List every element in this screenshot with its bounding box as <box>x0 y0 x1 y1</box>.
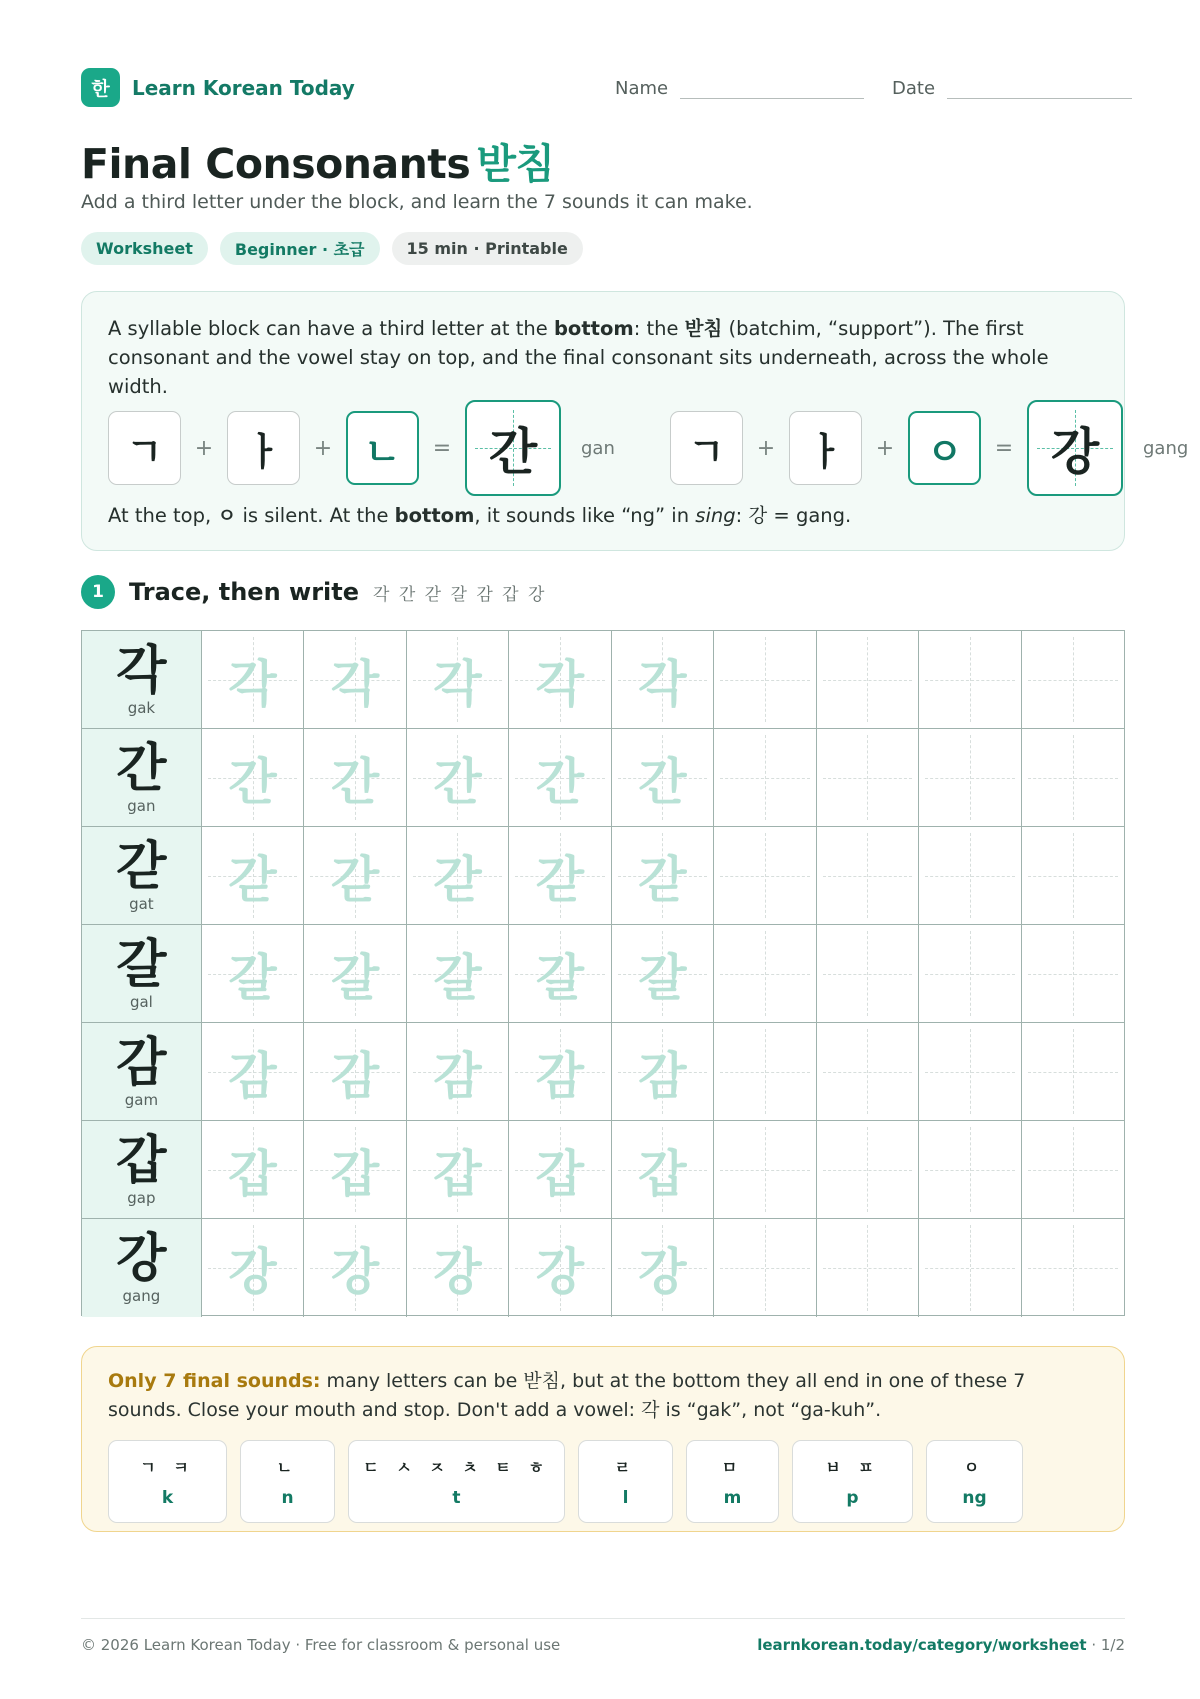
final-sounds-list <box>108 1440 1023 1523</box>
final-sounds-text <box>108 1367 1098 1425</box>
final-sound-letters: ㄱ ㅋ <box>140 1458 195 1477</box>
trace-cell[interactable] <box>202 1023 304 1120</box>
intro-note <box>108 500 851 528</box>
final-sound-value: k <box>161 1488 174 1508</box>
final-sound-letters: ㅂ ㅍ <box>825 1458 880 1477</box>
trace-cell[interactable] <box>407 631 509 728</box>
write-cell[interactable] <box>1022 631 1124 728</box>
eq2-result: 강 <box>1050 423 1100 481</box>
final-sounds-body: many letters can be 받침, but at the bottom they all end in one of these 7 sounds. Close your mouth and stop. Don't add a vowel: 각 is “gak”, not “ga-kuh”. <box>108 1370 1026 1421</box>
model-romanization: gang <box>122 1287 161 1305</box>
write-cell[interactable] <box>1022 1219 1124 1317</box>
trace-cell[interactable] <box>612 1219 714 1317</box>
trace-cell[interactable] <box>509 1121 611 1218</box>
model-romanization: gam <box>124 1090 159 1109</box>
trace-cell[interactable] <box>612 1023 714 1120</box>
write-cell[interactable] <box>714 631 816 728</box>
trace-cell[interactable] <box>304 729 406 826</box>
final-sounds-card <box>81 1346 1125 1532</box>
footer-link[interactable]: learnkorean.today/category/worksheet <box>757 1636 1087 1654</box>
row-model-cell <box>82 729 202 826</box>
eq1-result-block <box>465 400 561 496</box>
intro-text-3: (batchim, “support”). The first consonant and the vowel stay on top, and the final consonant sits underneath, across the whole width. <box>108 317 1049 398</box>
eq1-part-final: ㄴ <box>346 411 419 485</box>
trace-syllable: 갈 <box>535 948 585 1007</box>
trace-cell[interactable] <box>407 1023 509 1120</box>
write-cell[interactable] <box>714 1023 816 1120</box>
final-sound-box <box>792 1440 913 1523</box>
trace-cell[interactable] <box>509 729 611 826</box>
page-subtitle: Add a third letter under the block, and learn the 7 sounds it can make. <box>81 191 753 213</box>
trace-cell[interactable] <box>509 1219 611 1317</box>
trace-syllable: 각 <box>638 654 687 713</box>
trace-cell[interactable] <box>304 925 406 1022</box>
trace-syllable: 갈 <box>330 948 380 1007</box>
model-syllable: 갇 <box>116 836 167 897</box>
write-cell[interactable] <box>919 925 1021 1022</box>
final-sounds-lead: Only 7 final sounds: <box>108 1370 321 1392</box>
note-text-c: is silent. At the <box>236 504 395 527</box>
section-number-badge: 1 <box>81 575 115 609</box>
model-syllable: 간 <box>116 738 167 799</box>
trace-cell[interactable] <box>304 827 406 924</box>
grid-row <box>82 925 1124 1023</box>
grid-row <box>82 1023 1124 1121</box>
model-syllable: 각 <box>116 640 167 701</box>
write-cell[interactable] <box>1022 729 1124 826</box>
write-cell[interactable] <box>817 631 919 728</box>
trace-cell[interactable] <box>509 925 611 1022</box>
trace-cell[interactable] <box>509 631 611 728</box>
trace-cell[interactable] <box>509 1023 611 1120</box>
write-cell[interactable] <box>919 827 1021 924</box>
eq2-part-final: ㅇ <box>908 411 981 485</box>
trace-syllable: 강 <box>535 1243 585 1301</box>
final-sound-box <box>348 1440 565 1523</box>
final-sound-value: m <box>723 1488 742 1508</box>
model-romanization: gak <box>127 698 156 717</box>
plus-sign: + <box>313 435 333 461</box>
trace-cell[interactable] <box>407 1219 509 1317</box>
note-text-e: : 강 = gang. <box>735 504 852 527</box>
trace-syllable: 각 <box>535 654 585 713</box>
write-cell[interactable] <box>1022 925 1124 1022</box>
eq2-result-block <box>1027 400 1123 496</box>
note-letter: ㅇ <box>217 504 237 527</box>
title-korean: 받침 <box>476 140 555 188</box>
grid-row <box>82 1121 1124 1219</box>
final-sound-letters: ㅁ <box>721 1458 744 1477</box>
eq1-part-initial: ㄱ <box>108 411 181 485</box>
trace-cell[interactable] <box>202 631 304 728</box>
trace-syllable: 강 <box>638 1243 687 1301</box>
trace-cell[interactable] <box>509 827 611 924</box>
final-sound-box <box>926 1440 1023 1523</box>
trace-cell[interactable] <box>612 729 714 826</box>
brand <box>81 68 355 107</box>
plus-sign: + <box>194 435 214 461</box>
final-sound-letters: ㄹ <box>614 1458 637 1477</box>
trace-cell[interactable] <box>612 631 714 728</box>
trace-syllable: 강 <box>330 1243 380 1301</box>
trace-syllable: 갈 <box>638 948 687 1007</box>
grid-row <box>82 729 1124 827</box>
trace-syllable: 갈 <box>433 948 482 1007</box>
trace-cell[interactable] <box>304 1219 406 1317</box>
trace-syllable: 감 <box>638 1046 687 1105</box>
final-sound-letters: ㄷ ㅅ ㅈ ㅊ ㅌ ㅎ <box>363 1458 550 1477</box>
trace-cell[interactable] <box>202 729 304 826</box>
write-cell[interactable] <box>714 729 816 826</box>
example-equation-1 <box>108 400 615 496</box>
trace-syllable: 갇 <box>433 850 482 909</box>
tracing-grid <box>81 630 1125 1316</box>
final-sound-box <box>686 1440 779 1523</box>
trace-syllable: 갇 <box>228 850 277 909</box>
grid-row <box>82 1219 1124 1317</box>
model-romanization: gal <box>129 992 153 1011</box>
trace-syllable: 간 <box>433 752 482 811</box>
write-cell[interactable] <box>817 925 919 1022</box>
trace-cell[interactable] <box>612 827 714 924</box>
date-label: Date <box>892 78 936 99</box>
final-sound-box <box>108 1440 227 1523</box>
trace-syllable: 감 <box>535 1046 585 1105</box>
trace-syllable: 갑 <box>330 1144 380 1203</box>
row-model-cell <box>82 1121 202 1218</box>
write-cell[interactable] <box>1022 1121 1124 1218</box>
section-1-heading <box>81 575 546 609</box>
final-sound-box <box>578 1440 673 1523</box>
trace-cell[interactable] <box>612 925 714 1022</box>
write-cell[interactable] <box>714 925 816 1022</box>
equals-sign: = <box>432 435 452 461</box>
brand-logo-icon: 한 <box>81 68 120 107</box>
tag-pills <box>81 232 583 265</box>
final-sound-letters: ㅇ <box>963 1458 986 1477</box>
section-subtitle: 각 간 갇 갈 감 갑 강 <box>373 584 547 605</box>
trace-syllable: 갇 <box>535 850 585 909</box>
trace-cell[interactable] <box>202 925 304 1022</box>
trace-syllable: 감 <box>330 1046 380 1105</box>
final-sound-value: n <box>281 1488 294 1508</box>
trace-cell[interactable] <box>304 631 406 728</box>
intro-bold-1: bottom <box>553 317 634 340</box>
row-model-cell <box>82 1219 202 1317</box>
row-model-cell <box>82 925 202 1022</box>
trace-syllable: 갑 <box>228 1144 277 1203</box>
write-cell[interactable] <box>919 729 1021 826</box>
footer-page: · 1/2 <box>1086 1636 1125 1654</box>
trace-syllable: 간 <box>638 752 687 811</box>
equals-sign: = <box>994 435 1014 461</box>
trace-cell[interactable] <box>202 1121 304 1218</box>
trace-cell[interactable] <box>407 1121 509 1218</box>
brand-name: Learn Korean Today <box>132 75 355 100</box>
trace-cell[interactable] <box>304 1023 406 1120</box>
intro-card <box>81 291 1189 551</box>
eq2-part-initial: ㄱ <box>670 411 743 485</box>
example-equation-2 <box>670 400 1188 496</box>
trace-cell[interactable] <box>202 827 304 924</box>
name-label: Name <box>615 78 669 99</box>
trace-syllable: 강 <box>228 1243 277 1301</box>
trace-cell[interactable] <box>407 729 509 826</box>
note-bold: bottom <box>394 504 475 527</box>
model-syllable: 감 <box>116 1032 167 1093</box>
trace-cell[interactable] <box>202 1219 304 1317</box>
write-cell[interactable] <box>1022 1023 1124 1120</box>
date-line[interactable] <box>947 82 1132 99</box>
footer-right <box>757 1636 1125 1654</box>
note-text-d: , it sounds like “ng” in <box>474 504 696 527</box>
final-sound-box <box>240 1440 335 1523</box>
intro-bold-2: 받침 <box>684 317 723 340</box>
eq1-part-vowel: ㅏ <box>227 411 300 485</box>
note-text-a: At the top, <box>108 504 218 527</box>
name-line[interactable] <box>680 82 864 99</box>
model-syllable: 강 <box>116 1229 167 1289</box>
write-cell[interactable] <box>714 1121 816 1218</box>
trace-cell[interactable] <box>407 925 509 1022</box>
model-romanization: gat <box>129 894 154 913</box>
write-cell[interactable] <box>919 1023 1021 1120</box>
pill-level: Beginner · 초급 <box>220 232 380 265</box>
write-cell[interactable] <box>919 1219 1021 1317</box>
trace-syllable: 갇 <box>330 850 380 909</box>
write-cell[interactable] <box>919 631 1021 728</box>
final-sound-value: p <box>846 1488 859 1508</box>
trace-syllable: 갇 <box>638 850 687 909</box>
trace-syllable: 간 <box>330 752 380 811</box>
plus-sign: + <box>756 435 776 461</box>
final-sound-value: l <box>622 1488 629 1508</box>
trace-cell[interactable] <box>304 1121 406 1218</box>
write-cell[interactable] <box>817 1219 919 1317</box>
intro-paragraph <box>108 314 1098 401</box>
trace-syllable: 간 <box>228 752 277 811</box>
date-field[interactable] <box>892 78 1132 99</box>
final-sound-letters: ㄴ <box>276 1458 299 1477</box>
intro-text-1: A syllable block can have a third letter at the <box>108 317 554 340</box>
row-model-cell <box>82 827 202 924</box>
trace-syllable: 갑 <box>535 1144 585 1203</box>
trace-syllable: 각 <box>433 654 482 713</box>
row-model-cell <box>82 1023 202 1120</box>
footer-divider <box>81 1618 1125 1619</box>
grid-row <box>82 631 1124 729</box>
note-italic: sing <box>695 504 736 527</box>
section-title: Trace, then write <box>129 578 360 606</box>
final-sound-value: t <box>452 1488 461 1508</box>
write-cell[interactable] <box>714 827 816 924</box>
final-sound-value: ng <box>962 1488 987 1508</box>
write-cell[interactable] <box>817 1023 919 1120</box>
name-field[interactable] <box>615 78 864 99</box>
model-syllable: 갈 <box>116 934 167 995</box>
trace-syllable: 각 <box>330 654 380 713</box>
pill-duration: 15 min · Printable <box>392 232 583 265</box>
trace-syllable: 감 <box>228 1046 277 1105</box>
plus-sign: + <box>875 435 895 461</box>
model-syllable: 갑 <box>116 1130 167 1191</box>
trace-cell[interactable] <box>612 1121 714 1218</box>
grid-row <box>82 827 1124 925</box>
intro-text-2: : the <box>633 317 685 340</box>
pill-worksheet: Worksheet <box>81 232 208 265</box>
eq1-result: 간 <box>488 423 538 481</box>
trace-syllable: 강 <box>433 1243 482 1301</box>
trace-syllable: 각 <box>228 654 277 713</box>
trace-syllable: 간 <box>535 752 585 811</box>
write-cell[interactable] <box>817 827 919 924</box>
title-main: Final Consonants <box>81 140 471 188</box>
trace-cell[interactable] <box>407 827 509 924</box>
trace-syllable: 갈 <box>228 948 277 1007</box>
page-title <box>81 131 555 190</box>
eq2-roman: gang <box>1143 437 1189 459</box>
trace-syllable: 갑 <box>638 1144 687 1203</box>
write-cell[interactable] <box>817 1121 919 1218</box>
model-romanization: gan <box>127 796 156 815</box>
write-cell[interactable] <box>919 1121 1021 1218</box>
eq2-part-vowel: ㅏ <box>789 411 862 485</box>
trace-syllable: 갑 <box>433 1144 482 1203</box>
row-model-cell <box>82 631 202 728</box>
write-cell[interactable] <box>1022 827 1124 924</box>
footer-copyright: © 2026 Learn Korean Today · Free for classroom & personal use <box>81 1636 561 1654</box>
write-cell[interactable] <box>817 729 919 826</box>
trace-syllable: 감 <box>433 1046 482 1105</box>
model-romanization: gap <box>127 1188 156 1207</box>
write-cell[interactable] <box>714 1219 816 1317</box>
eq1-roman: gan <box>581 437 615 459</box>
